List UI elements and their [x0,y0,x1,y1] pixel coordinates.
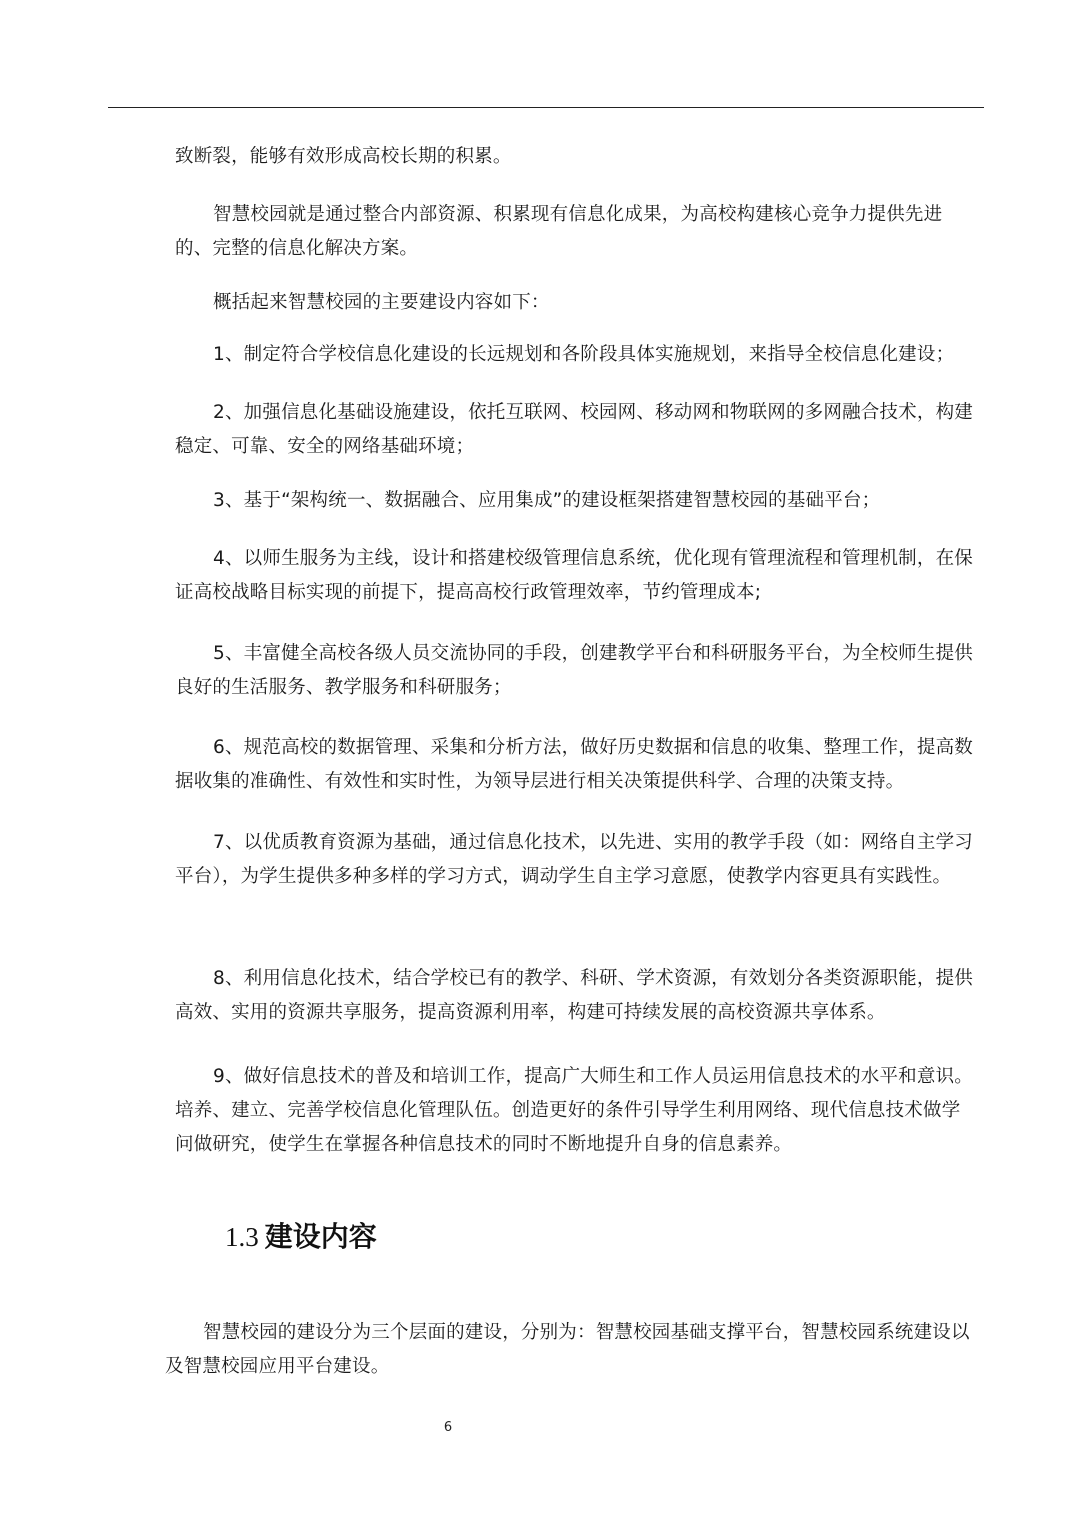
list-item-5: 5、丰富健全高校各级人员交流协同的手段，创建教学平台和科研服务平台，为全校师生提供良好的生活服务、教学服务和科研服务； [175,643,973,698]
paragraph-section-body: 智慧校园的建设分为三个层面的建设，分别为：智慧校园基础支撑平台，智慧校园系统建设以及智慧校园应用平台建设。 [165,1322,970,1377]
list-item-8: 8、利用信息化技术，结合学校已有的教学、科研、学术资源，有效划分各类资源职能，提供高效、实用的资源共享服务，提高资源利用率，构建可持续发展的高校资源共享体系。 [175,968,973,1023]
section-heading [225,1214,377,1260]
list-item-3: 3、基于“架构统一、数据融合、应用集成”的建设框架搭建智慧校园的基础平台； [213,490,881,511]
list-item-4: 4、以师生服务为主线，设计和搭建校级管理信息系统，优化现有管理流程和管理机制，在保证高校战略目标实现的前提下，提高高校行政管理效率，节约管理成本; [175,548,973,603]
list-item-6: 6、规范高校的数据管理、采集和分析方法，做好历史数据和信息的收集、整理工作，提高数据收集的准确性、有效性和实时性，为领导层进行相关决策提供科学、合理的决策支持。 [175,737,973,792]
list-item-9: 9、做好信息技术的普及和培训工作，提高广大师生和工作人员运用信息技术的水平和意识。培养、建立、完善学校信息化管理队伍。创造更好的条件引导学生利用网络、现代信息技术做学问做研究，使学生在掌握各种信息技术的同时不断地提升自身的信息素养。 [175,1066,973,1155]
page-number: 6 [443,1420,453,1435]
section-number: 1.3 [225,1222,259,1252]
paragraph-intro: 智慧校园就是通过整合内部资源、积累现有信息化成果，为高校构建核心竞争力提供先进的、完整的信息化解决方案。 [175,204,943,259]
list-item-1: 1、制定符合学校信息化建设的长远规划和各阶段具体实施规划，来指导全校信息化建设； [213,344,955,365]
section-title: 建设内容 [264,1220,377,1253]
header-rule [108,107,984,108]
paragraph-summary: 概括起来智慧校园的主要建设内容如下： [213,292,550,313]
paragraph-continuation: 致断裂，能够有效形成高校长期的积累。 [175,146,512,167]
list-item-7: 7、以优质教育资源为基础，通过信息化技术，以先进、实用的教学手段（如：网络自主学习平台），为学生提供多种多样的学习方式，调动学生自主学习意愿，使教学内容更具有实践性。 [175,832,973,887]
list-item-2: 2、加强信息化基础设施建设，依托互联网、校园网、移动网和物联网的多网融合技术，构建稳定、可靠、安全的网络基础环境； [175,402,973,457]
